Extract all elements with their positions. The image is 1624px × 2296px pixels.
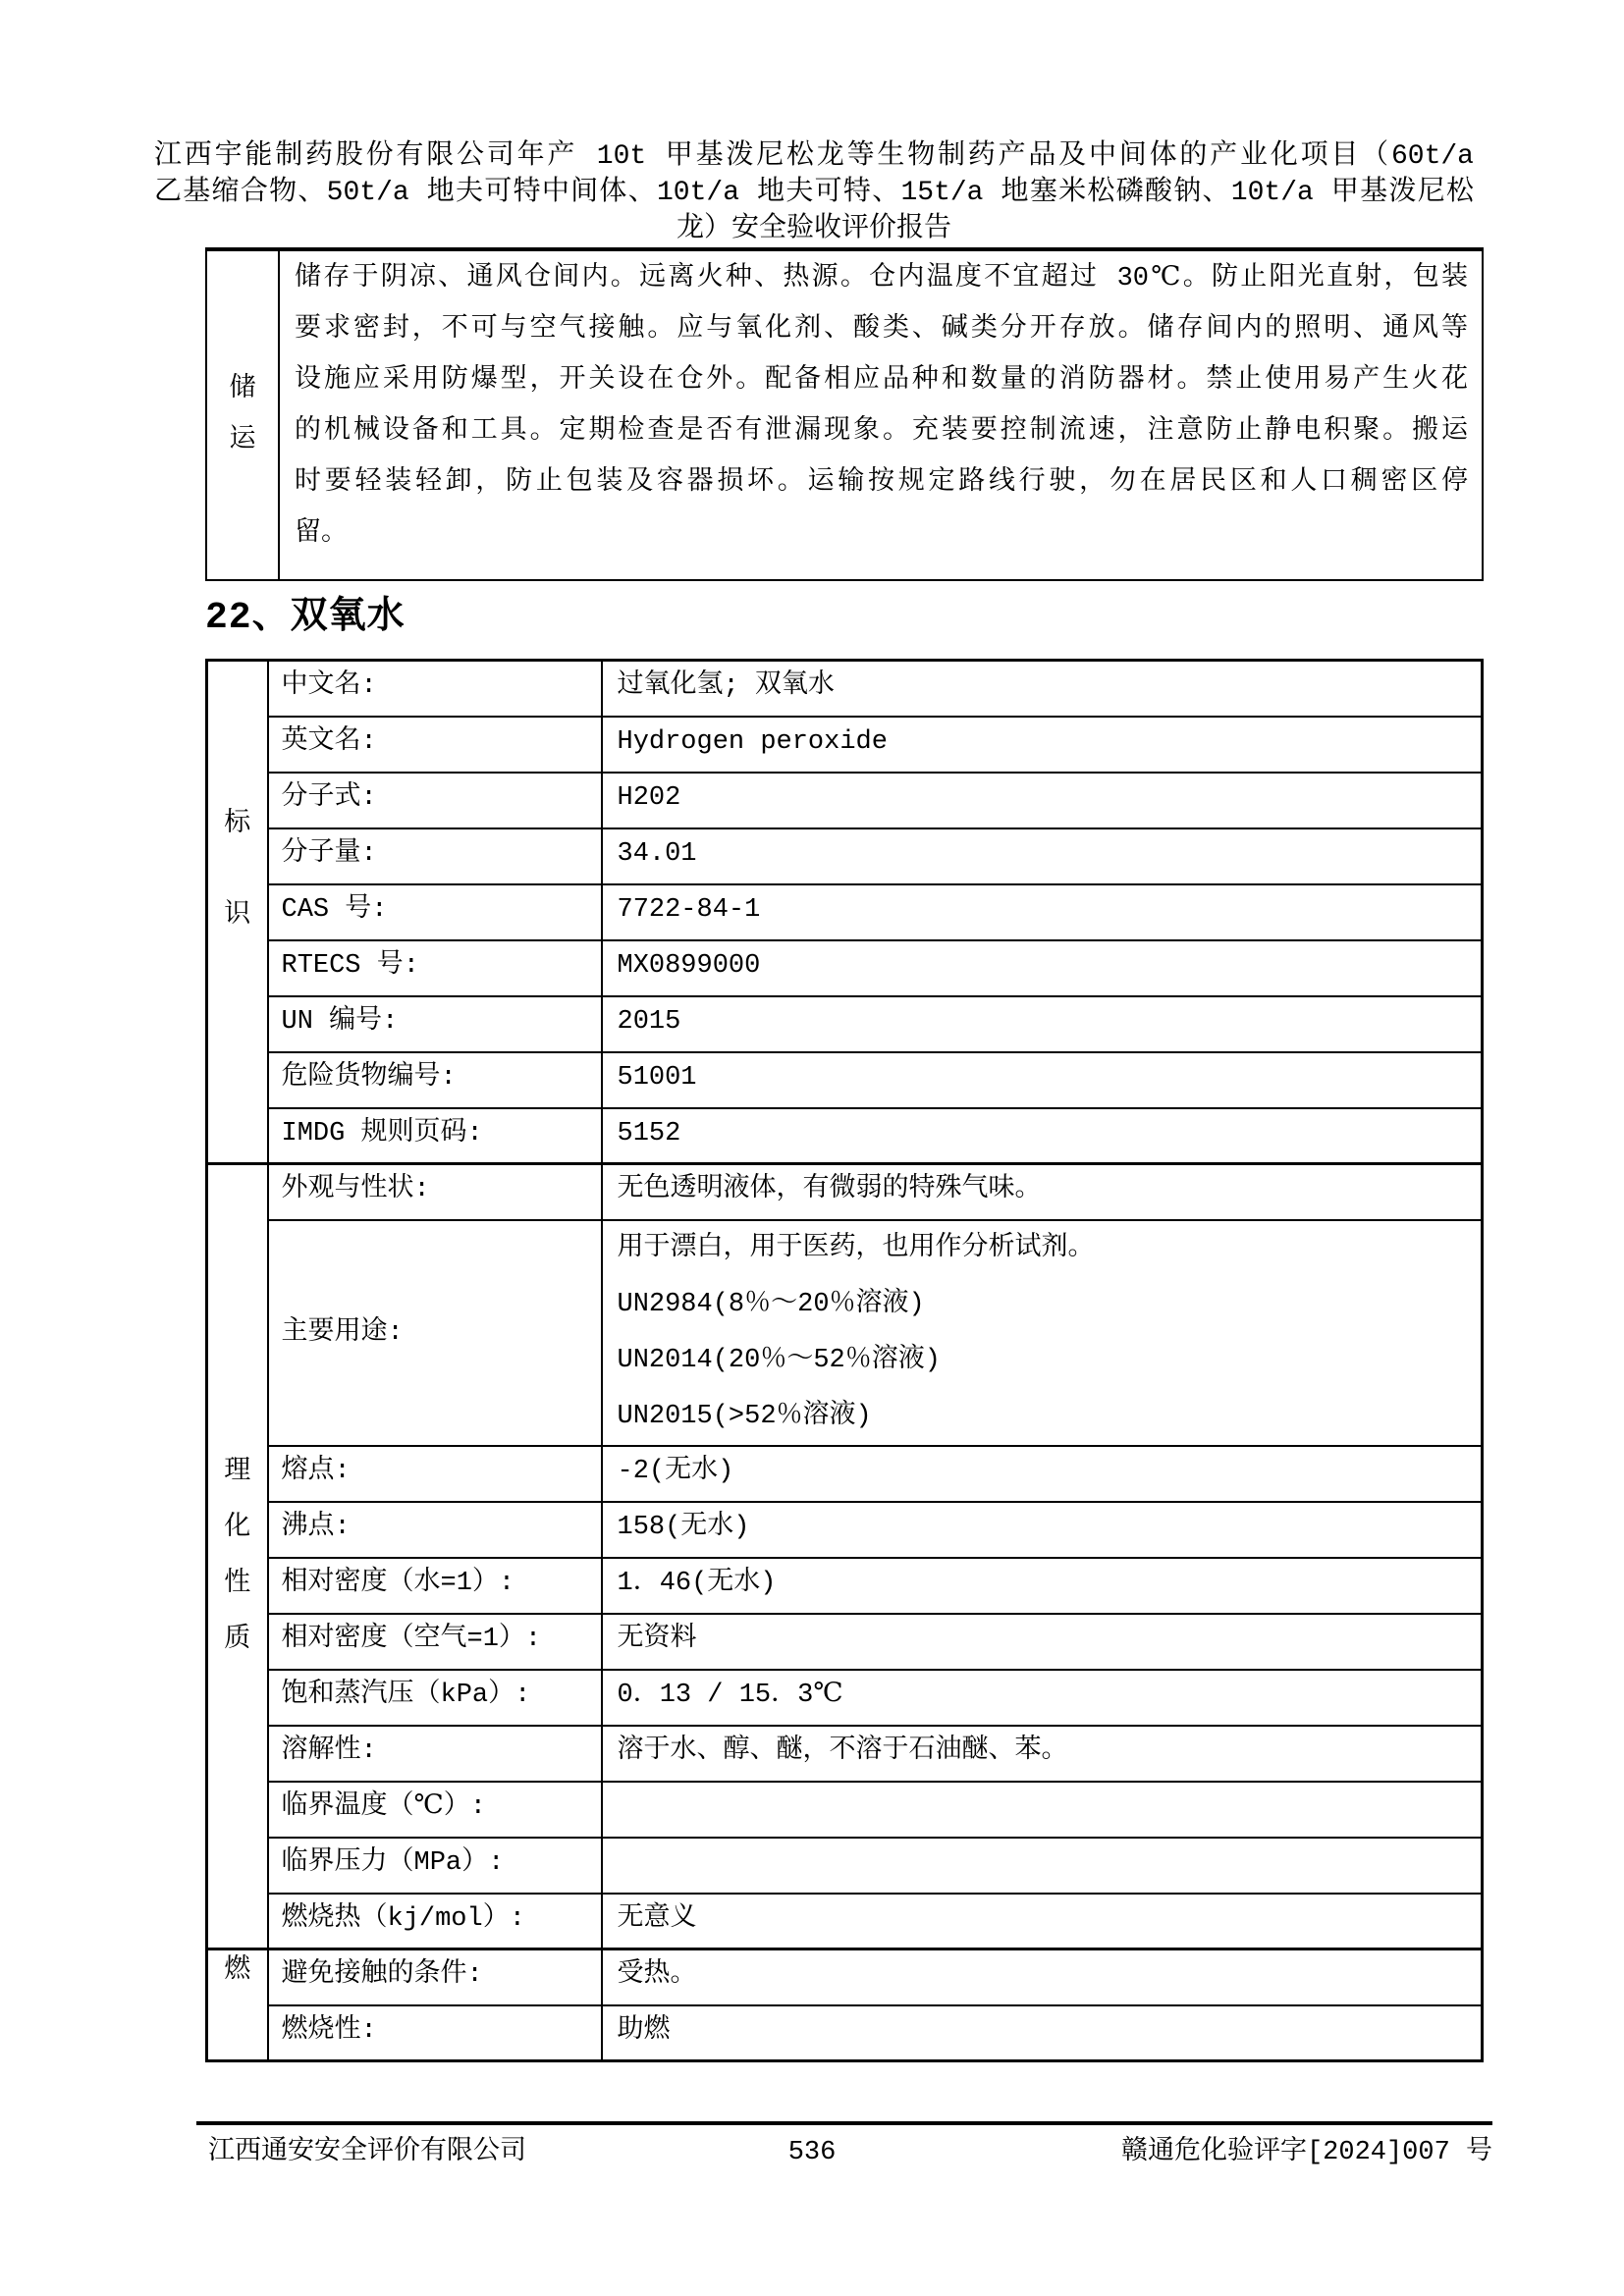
header-line: 江西宇能制药股份有限公司年产 10t 甲基泼尼松龙等生物制药产品及中间体的产业化项目（60t/a [154, 141, 1474, 172]
row-label-cell: 溶解性: [268, 1726, 602, 1782]
header-line: 龙）安全验收评价报告 [676, 214, 951, 244]
group-label-char: 标 [224, 809, 251, 839]
table-row [207, 2005, 1483, 2061]
row-label-cell: 主要用途: [268, 1220, 602, 1446]
row-label-cell: UN 编号: [268, 996, 602, 1052]
report-header [154, 138, 1474, 247]
row-value-cell: 1．46(无水) [602, 1558, 1483, 1614]
row-label-cell: 外观与性状: [268, 1164, 602, 1220]
value-line: UN2984(8％～20％溶液) [617, 1289, 925, 1319]
storage-row [206, 249, 1483, 580]
group-label-char: 质 [224, 1625, 251, 1655]
group-label-char: 识 [224, 900, 251, 931]
row-label-cell: 相对密度（水=1）: [268, 1558, 602, 1614]
storage-text-cell [279, 249, 1483, 580]
header-line: 乙基缩合物、50t/a 地夫可特中间体、10t/a 地夫可特、15t/a 地塞米松磷酸钠、10t/a 甲基泼尼松 [154, 178, 1474, 208]
storage-label-char: 储 [229, 374, 256, 404]
table-row [207, 1052, 1483, 1108]
footer-rule [196, 2121, 1492, 2125]
row-label-cell: 分子量: [268, 828, 602, 884]
row-label-cell: 英文名: [268, 717, 602, 773]
row-value-cell: 无意义 [602, 1894, 1483, 1949]
row-value-cell: H202 [602, 773, 1483, 828]
row-label-cell: 临界压力（MPa）: [268, 1838, 602, 1894]
table-row [207, 717, 1483, 773]
row-value-cell: 助燃 [602, 2005, 1483, 2061]
table-row [207, 1446, 1483, 1502]
table-row [207, 884, 1483, 940]
storage-text-line: 储存于阴凉、通风仓间内。远离火种、热源。仓内温度不宜超过 30℃。防止阳光直射，包装 [295, 264, 1468, 294]
row-value-cell [602, 1838, 1483, 1894]
table-row [207, 828, 1483, 884]
row-label-cell: 燃烧热（kj/mol）: [268, 1894, 602, 1949]
footer-page-number: 536 [787, 2138, 837, 2167]
row-value-cell: 0．13 / 15．3℃ [602, 1670, 1483, 1726]
row-label-cell: CAS 号: [268, 884, 602, 940]
row-value-cell: 过氧化氢; 双氧水 [602, 661, 1483, 717]
storage-text-line: 要求密封，不可与空气接触。应与氧化剂、酸类、碱类分开存放。储存间内的照明、通风等 [295, 315, 1468, 345]
storage-text-line: 时要轻装轻卸，防止包装及容器损坏。运输按规定路线行驶，勿在居民区和人口稠密区停 [295, 468, 1468, 498]
row-value-cell: 51001 [602, 1052, 1483, 1108]
row-label-cell: 避免接触的条件: [268, 1949, 602, 2005]
table-row [207, 1502, 1483, 1558]
table-row [207, 1894, 1483, 1949]
row-label-cell: 危险货物编号: [268, 1052, 602, 1108]
row-label-cell: 相对密度（空气=1）: [268, 1614, 602, 1670]
row-value-cell: -2(无水) [602, 1446, 1483, 1502]
table-row [207, 1838, 1483, 1894]
group-label [207, 661, 268, 1164]
group-label-char: 燃 [224, 1956, 251, 1986]
row-value-cell: 158(无水) [602, 1502, 1483, 1558]
row-value-cell: 溶于水、醇、醚，不溶于石油醚、苯。 [602, 1726, 1483, 1782]
row-value-cell: 受热。 [602, 1949, 1483, 2005]
storage-table [205, 247, 1484, 581]
row-value-cell: MX0899000 [602, 940, 1483, 996]
row-label-cell: 饱和蒸汽压（kPa）: [268, 1670, 602, 1726]
row-value-cell: 34.01 [602, 828, 1483, 884]
row-label-cell: 中文名: [268, 661, 602, 717]
group-label-char: 化 [224, 1513, 251, 1543]
group-label [207, 1164, 268, 1949]
table-row [207, 1782, 1483, 1838]
table-row [207, 1558, 1483, 1614]
row-value-cell: 5152 [602, 1108, 1483, 1164]
row-value-cell [602, 1782, 1483, 1838]
row-value-cell: 2015 [602, 996, 1483, 1052]
row-value-cell: 无资料 [602, 1614, 1483, 1670]
row-value-cell: 无色透明液体，有微弱的特殊气味。 [602, 1164, 1483, 1220]
table-row [207, 1726, 1483, 1782]
storage-text-line: 设施应采用防爆型，开关设在仓外。配备相应品种和数量的消防器材。禁止使用易产生火花 [295, 366, 1468, 396]
table-row [207, 1670, 1483, 1726]
row-label-cell: RTECS 号: [268, 940, 602, 996]
value-line: UN2015(>52％溶液) [617, 1401, 872, 1431]
chemical-table [205, 659, 1484, 2062]
storage-label-char: 运 [229, 425, 256, 455]
section-heading: 22、双氧水 [205, 597, 406, 639]
group-label-char: 理 [224, 1457, 251, 1487]
group-label [207, 1949, 268, 2061]
table-row [207, 1108, 1483, 1164]
table-row [207, 1164, 1483, 1220]
storage-text-line: 的机械设备和工具。定期检查是否有泄漏现象。充装要控制流速，注意防止静电积聚。搬运 [295, 417, 1468, 447]
row-label-cell: 临界温度（℃）: [268, 1782, 602, 1838]
table-row [207, 1949, 1483, 2005]
row-label-cell: 沸点: [268, 1502, 602, 1558]
row-value-cell: Hydrogen peroxide [602, 717, 1483, 773]
value-line: UN2014(20％～52％溶液) [617, 1345, 941, 1375]
table-row [207, 661, 1483, 717]
row-label-cell: 熔点: [268, 1446, 602, 1502]
table-row [207, 996, 1483, 1052]
table-row [207, 940, 1483, 996]
row-label-cell: 燃烧性: [268, 2005, 602, 2061]
table-row [207, 773, 1483, 828]
row-value-cell [602, 1220, 1483, 1446]
value-line: 用于漂白，用于医药，也用作分析试剂。 [617, 1233, 1095, 1263]
table-row [207, 1220, 1483, 1446]
footer-company: 江西通安安全评价有限公司 [208, 2138, 526, 2167]
row-label-cell: IMDG 规则页码: [268, 1108, 602, 1164]
storage-label-cell [206, 249, 279, 580]
footer-doc-number: 赣通危化验评字[2024]007 号 [1120, 2138, 1492, 2167]
storage-text-line: 留。 [295, 519, 348, 549]
group-label-char: 性 [224, 1569, 251, 1599]
table-row [207, 1614, 1483, 1670]
row-value-cell: 7722-84-1 [602, 884, 1483, 940]
row-label-cell: 分子式: [268, 773, 602, 828]
